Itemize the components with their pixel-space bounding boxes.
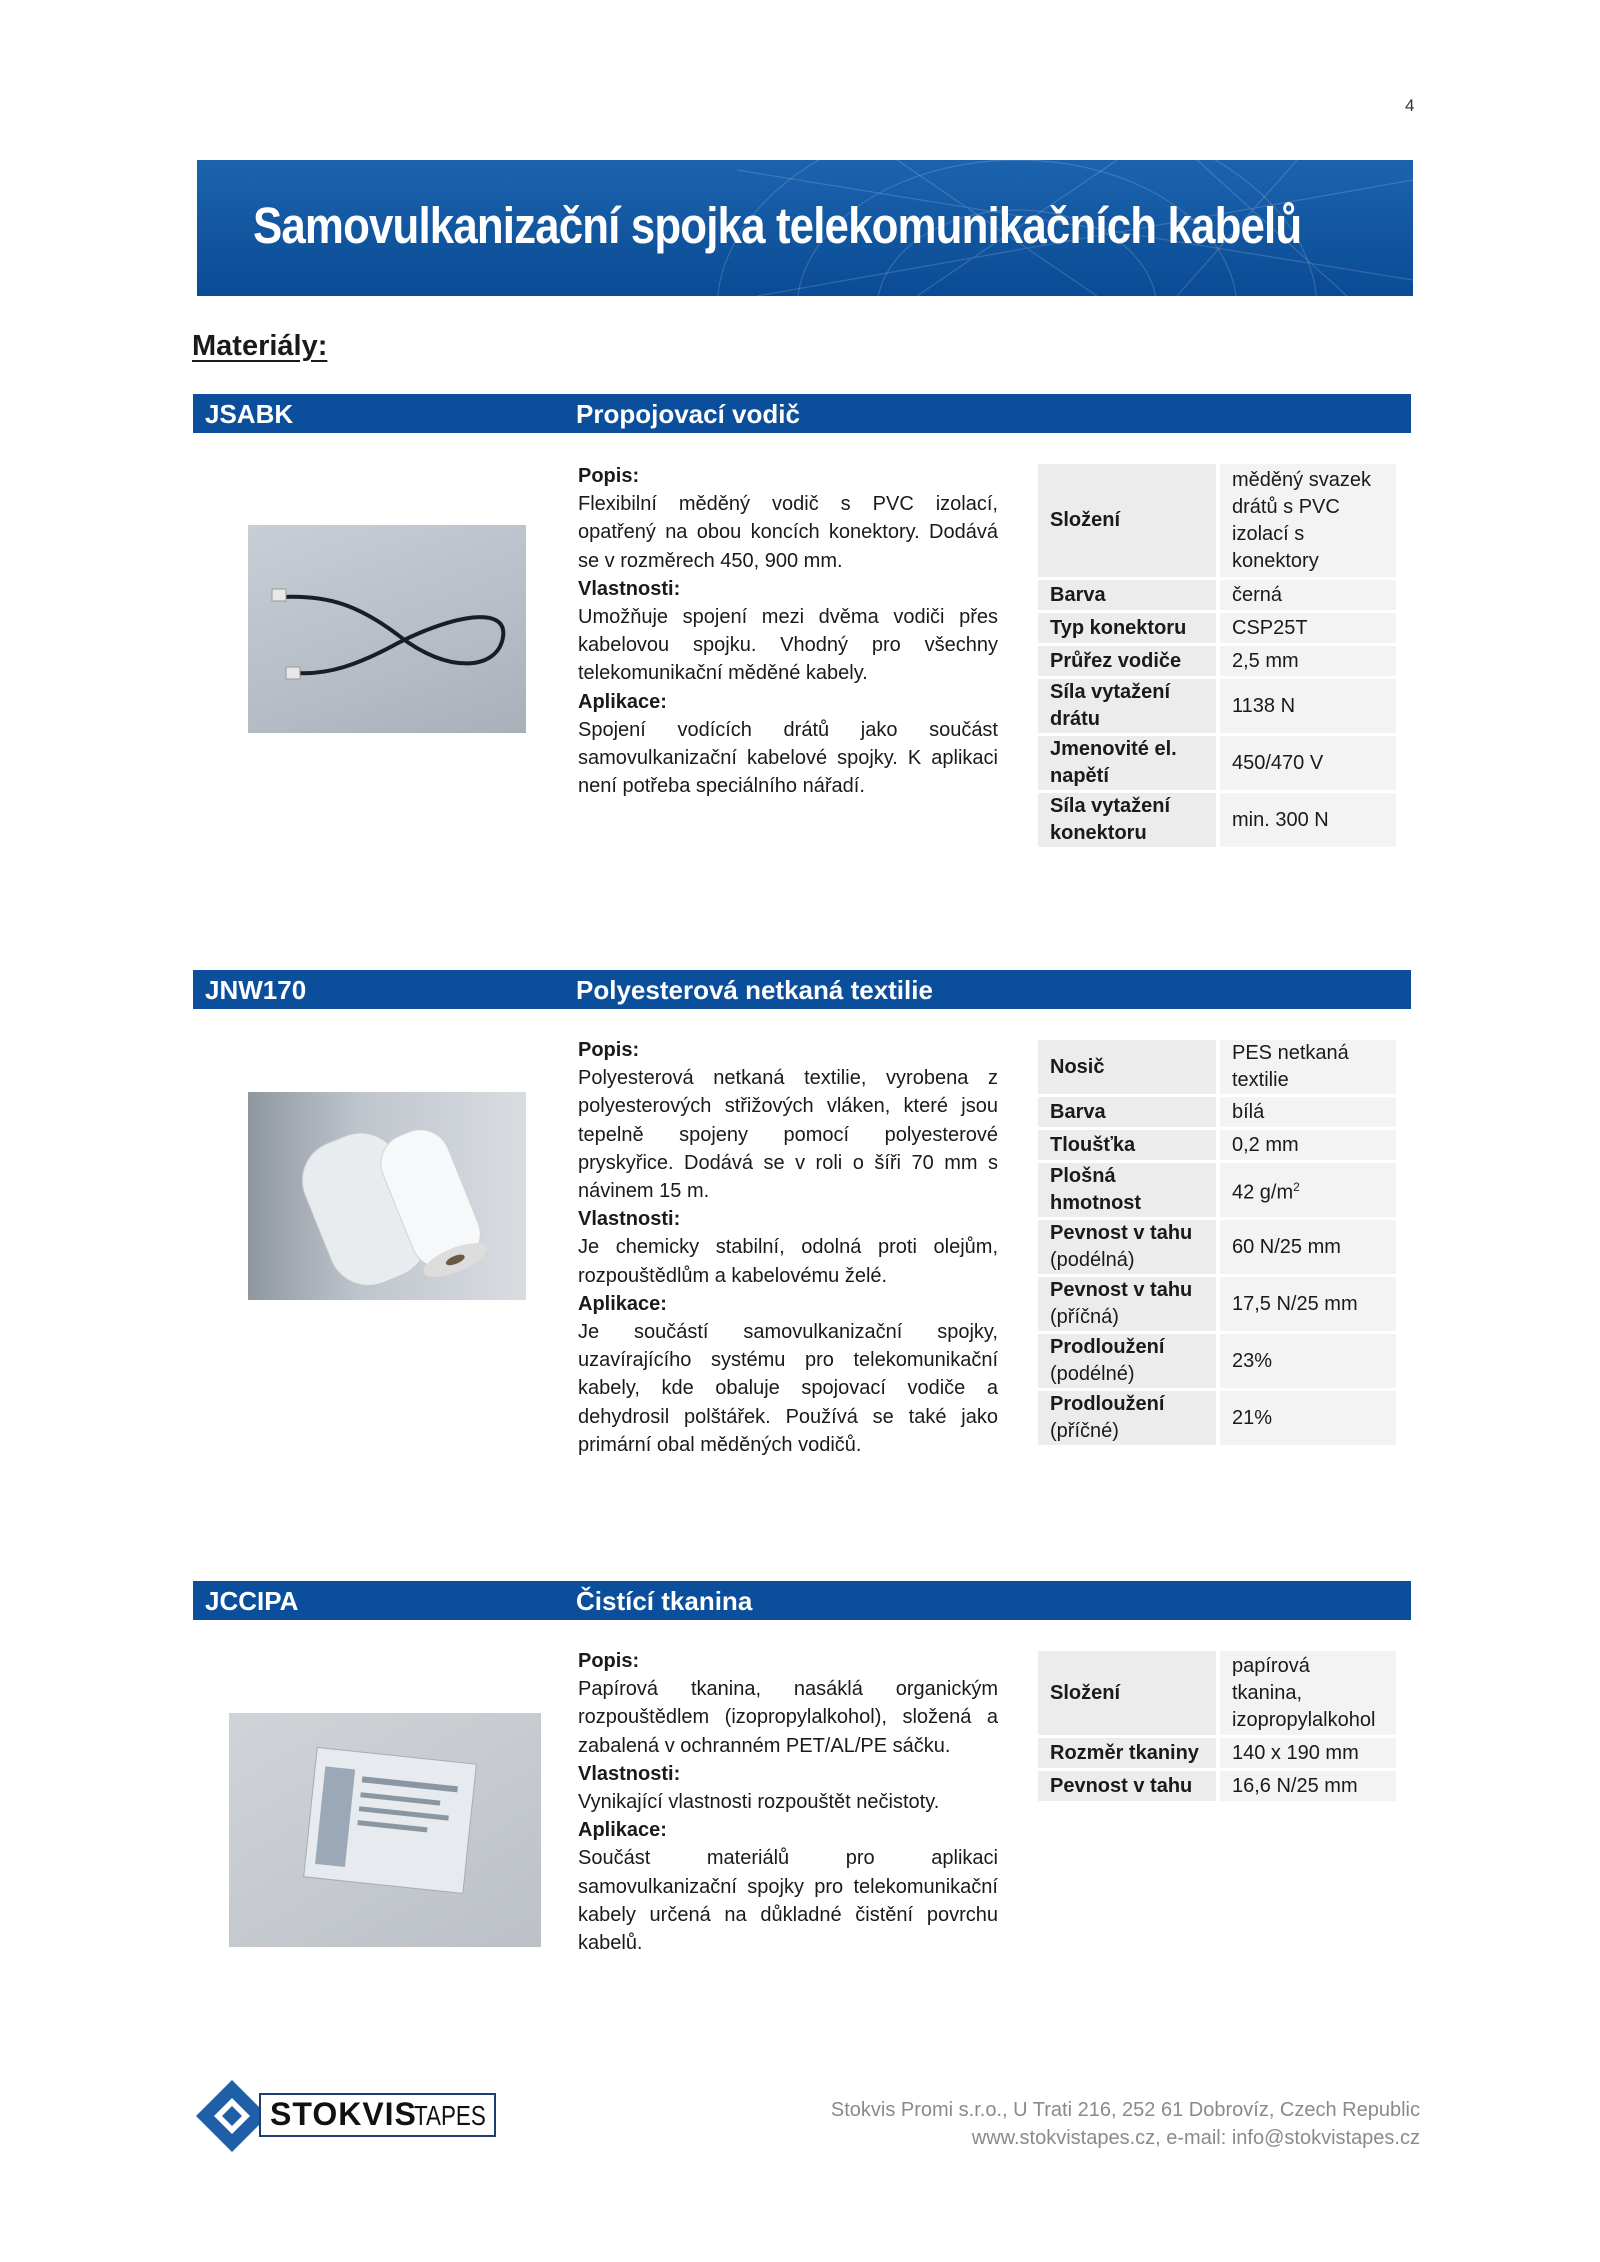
spec-row: [1038, 612, 1396, 645]
spec-key: Pevnost v tahu (podélná): [1038, 1219, 1218, 1276]
product-description: [578, 462, 998, 800]
title-banner: [197, 160, 1413, 296]
spec-key: Plošná hmotnost: [1038, 1162, 1218, 1219]
popis-label: Popis:: [578, 1650, 640, 1672]
spec-row: [1038, 1219, 1396, 1276]
product-code: JNW170: [205, 975, 307, 1005]
product-code: JCCIPA: [205, 1586, 299, 1616]
vlastnosti-text: Umožňuje spojení mezi dvěma vodiči přes kabelovou spojku. Vhodný pro všechny telekomunikační měděné kabely.: [578, 606, 998, 685]
vlastnosti-text: Je chemicky stabilní, odolná proti olejům, rozpouštědlům a kabelovému želé.: [578, 1236, 998, 1287]
spec-value: černá: [1218, 579, 1396, 612]
spec-value: 450/470 V: [1218, 735, 1396, 792]
spec-row: [1038, 1390, 1396, 1447]
spec-table: [1038, 464, 1396, 850]
spec-value: min. 300 N: [1218, 792, 1396, 849]
spec-row: [1038, 1129, 1396, 1162]
aplikace-label: Aplikace:: [578, 1292, 667, 1315]
spec-row: [1038, 1651, 1396, 1737]
popis-label: Popis:: [578, 465, 640, 487]
spec-value: 42 $g/m^2$: [1218, 1162, 1396, 1219]
spec-key: Nosič: [1038, 1040, 1218, 1096]
product-header-bar: [193, 1581, 1411, 1620]
spec-value: 23%: [1218, 1333, 1396, 1390]
spec-row: [1038, 792, 1396, 849]
spec-key: Jmenovité el. napětí: [1038, 735, 1218, 792]
product-name: Polyesterová netkaná textilie: [576, 975, 933, 1005]
product-description: [578, 1647, 998, 1957]
spec-key: Tloušťka: [1038, 1129, 1218, 1162]
popis-text: Papírová tkanina, nasáklá organickým rozpouštědlem (izopropylalkohol), složená a zabalená v ochranném PET/AL/PE sáčku.: [578, 1678, 998, 1757]
spec-key: Prodloužení (podélné): [1038, 1333, 1218, 1390]
spec-key: Barva: [1038, 1096, 1218, 1129]
footer-address: [760, 2096, 1420, 2152]
spec-value: 17,5 N/25 mm: [1218, 1276, 1396, 1333]
popis-text: Flexibilní měděný vodič s PVC izolací, opatřený na obou koncích konektory. Dodává se v rozměrech 450, 900 mm.: [578, 493, 998, 572]
spec-value: 0,2 mm: [1218, 1129, 1396, 1162]
product-header-bar: [193, 970, 1411, 1009]
product-name: Čistící tkanina: [576, 1586, 753, 1616]
footer-address-line: Stokvis Promi s.r.o., U Trati 216, 252 61 Dobrovíz, Czech Republic: [830, 2099, 1420, 2121]
popis-label: Popis:: [578, 1039, 640, 1061]
spec-table: [1038, 1040, 1396, 1448]
spec-row: [1038, 579, 1396, 612]
spec-row: [1038, 678, 1396, 735]
spec-value: 60 N/25 mm: [1218, 1219, 1396, 1276]
spec-value: CSP25T: [1218, 612, 1396, 645]
aplikace-text: Spojení vodících drátů jako součást samovulkanizační kabelové spojky. K aplikaci není potřeba speciálního nářadí.: [578, 718, 998, 798]
spec-row: [1038, 464, 1396, 579]
spec-value: papírová tkanina, izopropylalkohol: [1218, 1651, 1396, 1737]
spec-row: [1038, 1162, 1396, 1219]
spec-row: [1038, 1096, 1396, 1129]
spec-key: Složení: [1038, 464, 1218, 579]
spec-value: 16,6 N/25 mm: [1218, 1770, 1396, 1803]
spec-key: Typ konektoru: [1038, 612, 1218, 645]
product-header-bar: [193, 394, 1411, 433]
spec-row: [1038, 645, 1396, 678]
spec-key: Prodloužení (příčné): [1038, 1390, 1218, 1447]
spec-value: 2,5 mm: [1218, 645, 1396, 678]
spec-key: Pevnost v tahu: [1038, 1770, 1218, 1803]
aplikace-label: Aplikace:: [578, 690, 667, 713]
spec-table: [1038, 1651, 1396, 1804]
spec-row: [1038, 1333, 1396, 1390]
spec-value: bílá: [1218, 1096, 1396, 1129]
aplikace-label: Aplikace:: [578, 1819, 667, 1842]
product-photo-wire: [248, 525, 526, 733]
section-heading: Materiály:: [192, 330, 328, 362]
spec-key: Síla vytažení konektoru: [1038, 792, 1218, 849]
spec-row: [1038, 1770, 1396, 1803]
product-photo-sachet: [229, 1713, 541, 1947]
product-code: JSABK: [205, 399, 294, 429]
spec-value: 1138 N: [1218, 678, 1396, 735]
spec-row: [1038, 1737, 1396, 1770]
product-description: [578, 1036, 998, 1459]
aplikace-text: Je součástí samovulkanizační spojky, uzavírajícího systému pro telekomunikační kabely, kde obaluje spojovací vodiče a dehydrosil polštářek. Používá se také jako primární obal měděných vodičů.: [578, 1321, 998, 1456]
spec-row: [1038, 735, 1396, 792]
product-photo-fabric: [248, 1092, 526, 1300]
spec-value: měděný svazek drátů s PVC izolací s konektory: [1218, 464, 1396, 579]
company-logo: [196, 2080, 496, 2152]
aplikace-text: Součást materiálů pro aplikaci samovulkanizační spojky pro telekomunikační kabely určená na důkladné čistění povrchu kabelů.: [578, 1847, 998, 1955]
page-title: Samovulkanizační spojka telekomunikačních kabelů: [253, 197, 1302, 254]
vlastnosti-label: Vlastnosti:: [578, 1208, 681, 1231]
vlastnosti-text: Vynikající vlastnosti rozpouštět nečistoty.: [578, 1791, 940, 1814]
spec-key: Rozměr tkaniny: [1038, 1737, 1218, 1770]
wire-photo-graphic: [248, 525, 526, 733]
product-name: Propojovací vodič: [576, 399, 800, 429]
popis-text: Polyesterová netkaná textilie, vyrobena z polyesterových střižových vláken, které jsou tepelně spojeny pomocí polyesterové pryskyřice. Dodává se v roli o šíři 70 mm s návinem 15 m.: [578, 1067, 998, 1203]
spec-key: Síla vytažení drátu: [1038, 678, 1218, 735]
spec-key: Barva: [1038, 579, 1218, 612]
vlastnosti-label: Vlastnosti:: [578, 1762, 681, 1785]
page-number: 4: [1405, 96, 1415, 115]
footer-contact-line: www.stokvistapes.cz, e-mail: info@stokvistapes.cz: [971, 2127, 1420, 2149]
spec-row: [1038, 1276, 1396, 1333]
sachet-photo-graphic: [229, 1713, 541, 1947]
spec-value: 21%: [1218, 1390, 1396, 1447]
spec-key: Složení: [1038, 1651, 1218, 1737]
spec-value: 140 x 190 mm: [1218, 1737, 1396, 1770]
spec-row: [1038, 1040, 1396, 1096]
logo-text-stokvis: STOKVIS: [270, 2096, 417, 2132]
vlastnosti-label: Vlastnosti:: [578, 577, 681, 600]
spec-key: Průřez vodiče: [1038, 645, 1218, 678]
spec-value: PES netkaná textilie: [1218, 1040, 1396, 1096]
spec-key: Pevnost v tahu (příčná): [1038, 1276, 1218, 1333]
logo-text-tapes: TAPES: [414, 2100, 486, 2131]
fabric-photo-graphic: [248, 1092, 526, 1300]
